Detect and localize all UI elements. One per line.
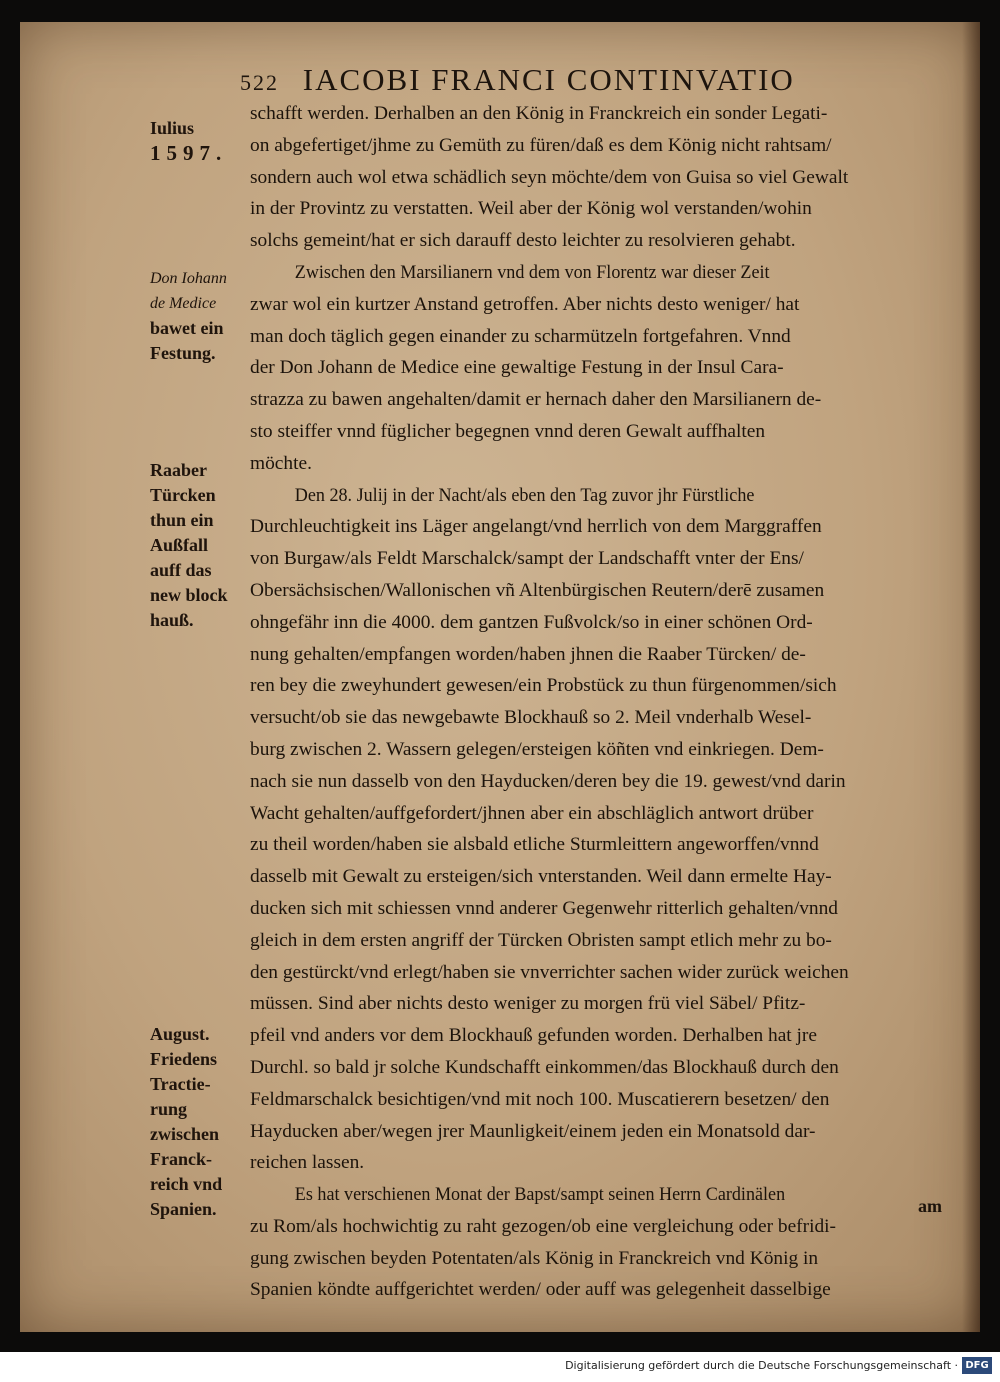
- text-line: schafft werden. Derhalben an den König in Franckreich ein sonder Legati-: [250, 103, 828, 124]
- text-line: Wacht gehalten/auffgefordert/jhnen aber ein abschläglich antwort drüber: [250, 802, 814, 824]
- margin-note-date: [150, 116, 255, 166]
- margin-note-raaber: [150, 458, 255, 633]
- text-line: Durchleuchtigkeit ins Läger angelangt/vnd herrlich von dem Marggraffen: [250, 516, 822, 538]
- margin-note-don-johann: [150, 266, 255, 316]
- margin-note-line: rung: [150, 1099, 188, 1119]
- text-line: nach sie nun dasselb von den Hayducken/deren bey die 19. gewest/vnd darin: [250, 770, 846, 792]
- margin-note-line: hauß.: [150, 610, 194, 630]
- margin-note-line: Außfall: [150, 535, 209, 555]
- text-line: zu theil worden/haben sie alsbald etliche Sturmleittern angeworffen/vnnd: [250, 834, 819, 856]
- text-line: Spanien köndte auffgerichtet werden/ oder auff was gelegenheit dasselbige: [250, 1279, 831, 1301]
- margin-note-line: Friedens: [150, 1049, 217, 1069]
- footer-credit: Digitalisierung gefördert durch die Deutsche Forschungsgemeinschaft ·: [565, 1359, 958, 1372]
- text-line: Hayducken aber/wegen jrer Maunligkeit/einem jeden ein Monatsold dar-: [250, 1120, 816, 1142]
- text-line: burg zwischen 2. Wassern gelegen/ersteigen köñten vnd einkriegen. Dem-: [250, 738, 824, 760]
- text-line: ren bey die zweyhundert gewesen/ein Probstück zu thun fürgenommen/sich: [250, 675, 837, 697]
- margin-note-line: August.: [150, 1024, 210, 1044]
- text-line: Es hat verschienen Monat der Bapst/sampt seinen Herrn Cardinälen: [294, 1184, 786, 1206]
- running-title: IACOBI FRANCI CONTINVATIO: [302, 62, 795, 97]
- text-line: Obersächsischen/Wallonischen vñ Altenbürgischen Reutern/derē zusamen: [250, 579, 825, 601]
- running-header: [240, 62, 900, 98]
- text-line: gleich in dem ersten angriff der Türcken Obristen sampt etlich mehr zu bo-: [250, 929, 832, 951]
- margin-note-line: Iulius: [150, 118, 195, 138]
- text-line: on abgefertiget/jhme zu Gemüth zu füren/daß es dem König nicht rahtsam/: [250, 134, 832, 156]
- catchword: am: [918, 1196, 942, 1216]
- text-line: solchs gemeint/hat er sich darauff desto leichter zu resolvieren gehabt.: [250, 230, 796, 252]
- text-line: Feldmarschalck besichtigen/vnd mit noch 100. Muscatierern besetzen/ den: [250, 1088, 830, 1110]
- text-line: zwar wol ein kurtzer Anstand getroffen. Aber nichts desto weniger/ hat: [250, 293, 800, 315]
- text-line: möchte.: [250, 452, 312, 474]
- text-line: versucht/ob sie das newgebawte Blockhauß so 2. Meil vnderhalb Wesel-: [250, 707, 812, 729]
- dfg-logo: DFG: [962, 1357, 992, 1374]
- margin-note-line: Don Iohann: [150, 270, 227, 287]
- margin-note-festung: [150, 316, 255, 366]
- margin-note-line: Spanien.: [150, 1199, 217, 1219]
- margin-note-line: 1597.: [150, 141, 228, 165]
- text-line: von Burgaw/als Feldt Marschalck/sampt der Landschafft vnter der Ens/: [250, 548, 804, 570]
- margin-note-line: new block: [150, 585, 228, 605]
- margin-note-line: reich vnd: [150, 1174, 223, 1194]
- text-line: sto steiffer vnnd füglicher begegnen vnnd deren Gewalt auffhalten: [250, 420, 766, 442]
- margin-note-line: bawet ein: [150, 318, 224, 338]
- text-line: Den 28. Julij in der Nacht/als eben den Tag zuvor jhr Fürstliche: [294, 484, 755, 506]
- text-line: in der Provintz zu verstatten. Weil aber der König wol verstanden/wohin: [250, 198, 812, 220]
- footer-bar: [0, 1352, 1000, 1382]
- text-line: reichen lassen.: [250, 1152, 365, 1174]
- text-line: der Don Johann de Medice eine gewaltige Festung in der Insul Cara-: [250, 357, 784, 379]
- text-line: ohngefähr inn die 4000. dem gantzen Fußvolck/so in einer schönen Ord-: [250, 611, 813, 633]
- margin-note-line: Franck-: [150, 1149, 212, 1169]
- text-line: Zwischen den Marsilianern vnd dem von Florentz war dieser Zeit: [294, 261, 770, 283]
- text-line: gung zwischen beyden Potentaten/als König in Franckreich vnd König in: [250, 1247, 819, 1269]
- page-number: 522: [240, 70, 279, 95]
- text-line: Durchl. so bald jr solche Kundschafft einkommen/das Blockhauß durch den: [250, 1056, 839, 1078]
- margin-note-line: Türcken: [150, 485, 216, 505]
- margin-note-line: Tractie-: [150, 1074, 211, 1094]
- margin-note-line: zwischen: [150, 1124, 219, 1144]
- text-line: zu Rom/als hochwichtig zu raht gezogen/ob eine vergleichung oder befridi-: [250, 1215, 837, 1237]
- text-line: dasselb mit Gewalt zu ersteigen/sich vnterstanden. Weil dann ermelte Hay-: [250, 866, 832, 888]
- margin-note-line: auff das: [150, 560, 212, 580]
- margin-note-line: de Medice: [150, 295, 217, 312]
- text-line: man doch täglich gegen einander zu scharmützeln fortgefahren. Vnnd: [250, 325, 791, 347]
- margin-note-line: Festung.: [150, 343, 216, 363]
- text-line: strazza zu bawen angehalten/damit er hernach daher den Marsilianern de-: [250, 389, 822, 411]
- body-text: [250, 98, 970, 1306]
- text-line: sondern auch wol etwa schädlich seyn möchte/dem von Guisa so viel Gewalt: [250, 166, 849, 188]
- margin-note-august: [150, 1022, 255, 1222]
- text-line: den gestürckt/vnd erlegt/haben sie vnverrichter sachen wider zurück weichen: [250, 961, 849, 983]
- text-line: pfeil vnd anders vor dem Blockhauß gefunden worden. Derhalben hat jre: [250, 1025, 817, 1047]
- text-line: müssen. Sind aber nichts desto weniger zu morgen frü viel Säbel/ Pfitz-: [250, 993, 806, 1015]
- margin-note-line: Raaber: [150, 460, 207, 480]
- text-line: ducken sich mit schiessen vnnd anderer Gegenwehr ritterlich gehalten/vnnd: [250, 897, 838, 919]
- margin-note-line: thun ein: [150, 510, 214, 530]
- text-line: nung gehalten/empfangen worden/haben jhnen die Raaber Türcken/ de-: [250, 643, 806, 665]
